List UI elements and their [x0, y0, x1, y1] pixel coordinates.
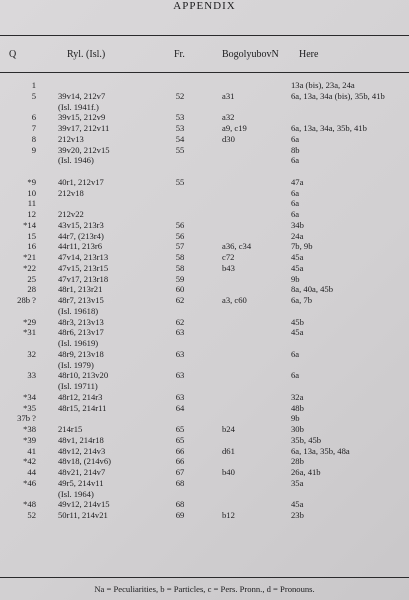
cell-here: 6a [291, 187, 300, 198]
cell-ryl: 49r5, 214v11 [58, 477, 104, 488]
cell-ryl: 48r15, 214r11 [58, 402, 107, 413]
cell-ryl: (Isl. 1941f.) [58, 101, 99, 112]
cell-fr: 63 [175, 370, 185, 381]
table-row [0, 370, 409, 381]
table-row [0, 102, 409, 113]
cell-q: 41 [27, 445, 36, 456]
cell-q: *38 [23, 424, 36, 434]
header-fr: Fr. [174, 49, 185, 60]
table-row [0, 241, 409, 252]
cell-q: 5 [31, 90, 36, 101]
cell-here: 9b [291, 273, 300, 284]
table-row [0, 349, 409, 360]
table-row [0, 123, 409, 134]
cell-ryl: 44r11, 213r6 [58, 241, 103, 252]
cell-ryl: (Isl. 1946) [58, 155, 94, 166]
cell-here: 45a [291, 499, 304, 510]
header-rule [0, 72, 409, 73]
table-row [0, 446, 409, 457]
cell-here: 35a [291, 477, 304, 488]
cell-here: 6a, 13a, 34a (bis), 35b, 41b [291, 90, 385, 101]
table-row [0, 392, 409, 403]
table-row [0, 155, 409, 166]
table-row [0, 80, 409, 91]
cell-bogolyubov: a3, c60 [222, 295, 247, 305]
cell-here: 6a [291, 209, 300, 219]
bottom-rule [0, 577, 409, 578]
table-row [0, 209, 409, 220]
table-row [0, 188, 409, 199]
cell-here: 6a [291, 370, 300, 381]
table-row [0, 220, 409, 231]
cell-bogolyubov: c72 [222, 252, 235, 262]
table-row [0, 252, 409, 263]
cell-q: 33 [27, 370, 36, 381]
cell-ryl: 39v15, 212v9 [58, 112, 106, 123]
cell-q: 44 [27, 467, 36, 477]
cell-ryl: (Isl. 1979) [58, 359, 94, 370]
cell-ryl: (Isl. 1964) [58, 488, 94, 499]
cell-ryl: 212v13 [58, 133, 84, 144]
cell-here: 7b, 9b [291, 241, 313, 252]
table-row [0, 177, 409, 188]
cell-bogolyubov: b43 [222, 262, 235, 273]
table-row [0, 284, 409, 295]
table-row [0, 338, 409, 349]
cell-here: 6a [291, 348, 300, 359]
cell-ryl: 48r1, 213r21 [58, 284, 103, 295]
cell-q: 11 [27, 198, 36, 209]
cell-ryl: 44r7, (213r4) [58, 230, 104, 241]
cell-fr: 68 [175, 477, 185, 488]
cell-fr: 65 [175, 424, 185, 434]
cell-here: 6a [291, 133, 300, 144]
cell-ryl: 48r12, 214r3 [58, 391, 103, 402]
cell-q: *22 [23, 262, 36, 273]
table-row [0, 381, 409, 392]
cell-q: *35 [23, 402, 36, 413]
table-row [0, 134, 409, 145]
table-row [0, 274, 409, 285]
cell-fr: 66 [175, 456, 185, 467]
table-row [0, 478, 409, 489]
cell-fr: 65 [175, 434, 185, 445]
cell-fr: 64 [175, 402, 185, 413]
cell-ryl: 48v21, 214v7 [58, 467, 106, 477]
table-row [0, 145, 409, 156]
cell-ryl: 214r15 [58, 424, 83, 434]
cell-here: 26a, 41b [291, 467, 321, 477]
cell-ryl: 50r11, 214v21 [58, 510, 108, 520]
table-header [0, 49, 409, 63]
cell-q: *9 [27, 176, 36, 187]
table-row [0, 360, 409, 371]
cell-ryl: (Isl. 19618) [58, 305, 99, 316]
cell-bogolyubov: b12 [222, 510, 235, 520]
table-row [0, 231, 409, 242]
footnote: Na = Peculiarities, b = Particles, c = Pers. Pronn., d = Pronouns. [94, 584, 315, 594]
top-rule [0, 35, 409, 36]
cell-q: 7 [31, 123, 36, 133]
cell-q: *29 [23, 316, 36, 327]
table-row [0, 489, 409, 500]
cell-ryl: 47v14, 213r13 [58, 252, 109, 262]
header-bogolyubov: BogolyubovN [222, 49, 279, 60]
cell-here: 30b [291, 424, 304, 434]
cell-ryl: 43v15, 213r3 [58, 219, 104, 230]
cell-q: *21 [23, 252, 36, 262]
cell-q: 37b ? [17, 413, 36, 424]
header-q: Q [9, 49, 17, 60]
header-ryl: Ryl. (Isl.) [67, 49, 106, 60]
cell-fr: 53 [175, 123, 185, 133]
cell-q: 52 [27, 510, 36, 520]
table-row [0, 424, 409, 435]
cell-ryl: 212v18 [58, 187, 84, 198]
cell-fr: 62 [175, 316, 185, 327]
table-row [0, 510, 409, 521]
cell-fr: 55 [175, 144, 185, 155]
table-row [0, 166, 409, 177]
cell-bogolyubov: b40 [222, 467, 235, 477]
cell-q: 6 [31, 112, 36, 123]
cell-ryl: 40r1, 212v17 [58, 176, 104, 187]
cell-fr: 57 [175, 241, 185, 252]
cell-here: 28b [291, 456, 304, 467]
cell-here: 6a [291, 155, 300, 166]
cell-q: *31 [23, 327, 36, 338]
cell-here: 6a, 13a, 35b, 48a [291, 445, 350, 456]
cell-bogolyubov: a32 [222, 112, 235, 123]
cell-q: *42 [23, 456, 36, 467]
table-row [0, 467, 409, 478]
table-row [0, 263, 409, 274]
cell-q: 28 [27, 284, 36, 295]
header-here: Here [299, 49, 319, 60]
cell-here: 13a (bis), 23a, 24a [291, 80, 355, 90]
cell-here: 45a [291, 327, 304, 338]
cell-here: 8b [291, 144, 300, 155]
cell-bogolyubov: a36, c34 [222, 241, 252, 252]
cell-ryl: 39v20, 212v15 [58, 144, 110, 155]
table-row [0, 306, 409, 317]
cell-q: 9 [31, 144, 36, 155]
cell-q: 16 [27, 241, 36, 252]
table-row [0, 499, 409, 510]
cell-bogolyubov: a31 [222, 90, 235, 101]
cell-fr: 69 [175, 510, 185, 520]
cell-fr: 52 [175, 90, 185, 101]
cell-here: 47a [291, 176, 304, 187]
cell-q: 15 [27, 230, 36, 241]
cell-fr: 63 [175, 348, 185, 359]
cell-q: *14 [23, 219, 36, 230]
cell-bogolyubov: d61 [222, 445, 235, 456]
cell-fr: 62 [175, 295, 185, 305]
table-row [0, 456, 409, 467]
cell-here: 45a [291, 262, 304, 273]
cell-bogolyubov: a9, c19 [222, 123, 247, 133]
cell-ryl: 39v14, 212v7 [58, 90, 106, 101]
cell-fr: 53 [175, 112, 185, 123]
table-row [0, 413, 409, 424]
cell-fr: 68 [175, 499, 185, 510]
cell-ryl: 48r6, 213v17 [58, 327, 104, 338]
cell-fr: 66 [175, 445, 185, 456]
cell-q: *39 [23, 434, 36, 445]
cell-fr: 55 [175, 176, 185, 187]
cell-ryl: 48v1, 214r18 [58, 434, 104, 445]
cell-here: 32a [291, 391, 304, 402]
cell-q: *46 [23, 477, 36, 488]
page-title: APPENDIX [173, 0, 236, 12]
cell-fr: 63 [175, 327, 185, 338]
cell-fr: 59 [175, 273, 185, 284]
cell-here: 9b [291, 413, 300, 424]
cell-here: 45b [291, 316, 304, 327]
cell-ryl: 48r7, 213v15 [58, 295, 104, 305]
cell-q: 1 [31, 80, 36, 90]
cell-fr: 56 [175, 230, 185, 241]
cell-q: 28b ? [17, 295, 36, 305]
cell-fr: 60 [175, 284, 185, 295]
cell-ryl: 48r9, 213v18 [58, 348, 104, 359]
cell-here: 6a, 7b [291, 295, 313, 305]
table-row [0, 435, 409, 446]
table-row [0, 295, 409, 306]
cell-ryl: 48v12, 214v3 [58, 445, 106, 456]
cell-fr: 54 [175, 133, 185, 144]
cell-q: 12 [27, 209, 36, 219]
cell-here: 48b [291, 402, 304, 413]
table-row [0, 198, 409, 209]
cell-ryl: 48v18, (214v6) [58, 456, 111, 467]
cell-ryl: 48r3, 213v13 [58, 316, 104, 327]
cell-fr: 67 [175, 467, 185, 477]
cell-ryl: 47v15, 213r15 [58, 262, 109, 273]
cell-q: 10 [27, 187, 36, 198]
cell-ryl: 212v22 [58, 209, 84, 219]
cell-q: 32 [27, 348, 36, 359]
cell-here: 6a, 13a, 34a, 35b, 41b [291, 123, 367, 133]
cell-here: 24a [291, 230, 304, 241]
cell-here: 6a [291, 198, 300, 209]
cell-here: 34b [291, 219, 304, 230]
cell-ryl: 39v17, 212v11 [58, 123, 110, 133]
table-row [0, 403, 409, 414]
table-row [0, 317, 409, 328]
cell-fr: 56 [175, 219, 185, 230]
cell-q: 25 [27, 273, 36, 284]
cell-here: 23b [291, 510, 304, 520]
cell-q: 8 [31, 133, 36, 144]
cell-fr: 58 [175, 262, 185, 273]
cell-fr: 63 [175, 391, 185, 402]
cell-ryl: 47v17, 213r18 [58, 273, 109, 284]
cell-bogolyubov: b24 [222, 424, 235, 434]
table-row [0, 91, 409, 102]
cell-q: *48 [23, 499, 36, 510]
table-row [0, 327, 409, 338]
cell-here: 35b, 45b [291, 434, 322, 445]
cell-ryl: (Isl. 19711) [58, 381, 98, 391]
table-body [0, 80, 409, 521]
cell-ryl: 48r10, 213v20 [58, 370, 109, 381]
cell-ryl: (Isl. 19619) [58, 338, 99, 348]
cell-fr: 58 [175, 252, 185, 262]
cell-here: 8a, 40a, 45b [291, 284, 334, 295]
table-row [0, 112, 409, 123]
cell-ryl: 49v12, 214v15 [58, 499, 110, 510]
cell-bogolyubov: d30 [222, 133, 235, 144]
cell-here: 45a [291, 252, 304, 262]
cell-q: *34 [23, 391, 36, 402]
